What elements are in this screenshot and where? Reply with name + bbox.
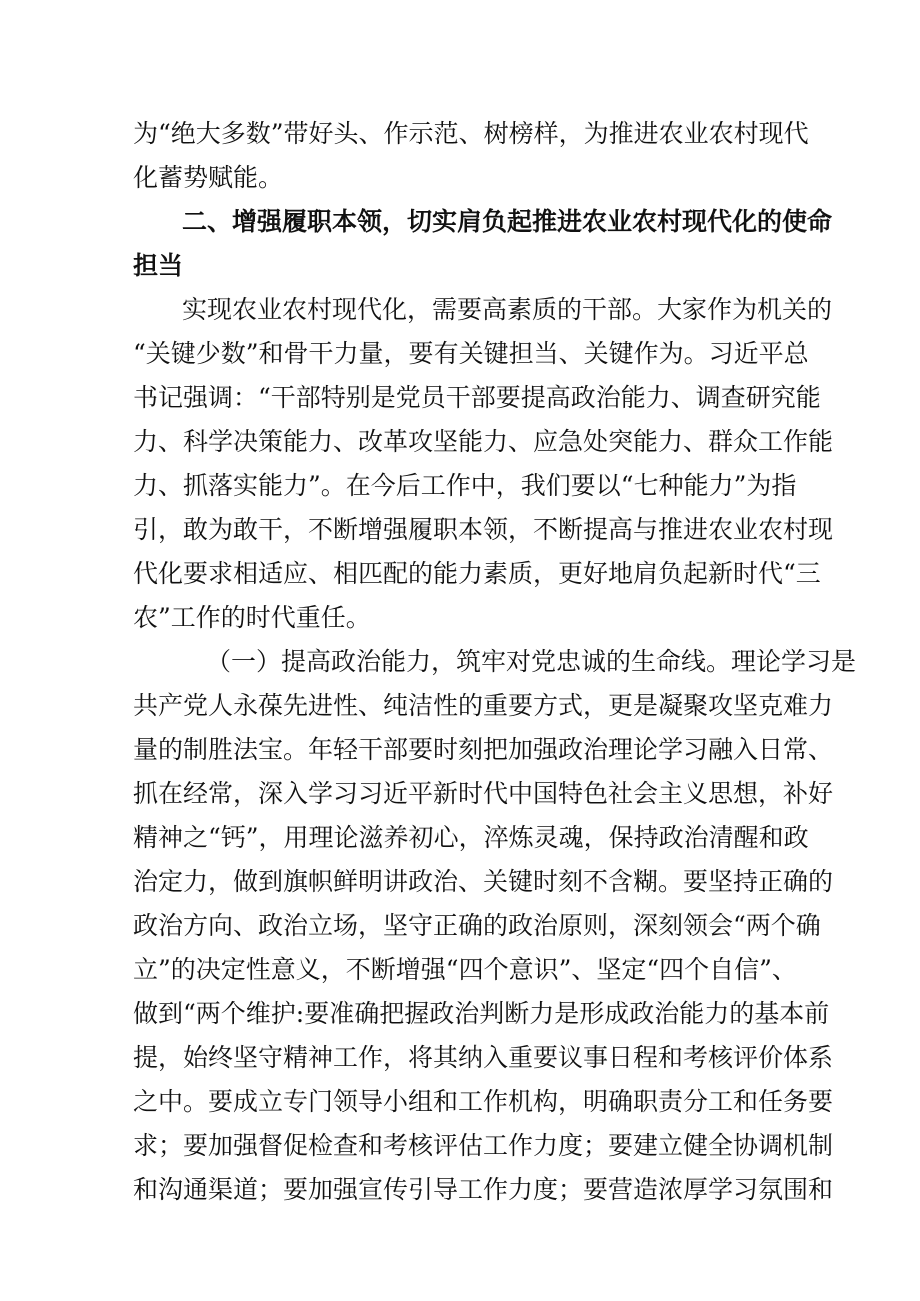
body-text-line: 之中。要成立专门领导小组和工作机构，明确职责分工和任务要 (133, 1087, 834, 1116)
body-text-line: 代化要求相适应、相匹配的能力素质，更好地肩负起新时代“三 (133, 559, 821, 588)
body-text-line: 实现农业农村现代化，需要高素质的干部。大家作为机关的 (182, 295, 833, 324)
body-text-line: 量的制胜法宝。年轻干部要时刻把加强政治理论学习融入日常、 (133, 735, 834, 764)
body-text-line: 书记强调：“干部特别是党员干部要提高政治能力、调查研究能 (133, 383, 821, 412)
body-text-line: 提，始终坚守精神工作，将其纳入重要议事日程和考核评价体系 (133, 1043, 834, 1072)
body-text-line: 立”的决定性意义，不断增强“四个意识”、坚定“四个自信”、 (133, 955, 797, 984)
body-text-line: “关键少数”和骨干力量，要有关键担当、关键作为。习近平总 (133, 339, 809, 368)
body-text-line: 为“绝大多数”带好头、作示范、树榜样，为推进农业农村现代 (133, 119, 809, 148)
body-text-line: 和沟通渠道；要加强宣传引导工作力度；要营造浓厚学习氛围和 (133, 1175, 834, 1204)
body-text-line: （一）提高政治能力，筑牢对党忠诚的生命线。理论学习是 (206, 647, 857, 676)
body-text-line: 引，敢为敢干，不断增强履职本领，不断提高与推进农业农村现 (133, 515, 834, 544)
body-text-line: 农”工作的时代重任。 (133, 603, 371, 632)
body-text-line: 精神之“钙”，用理论滋养初心，淬炼灵魂，保持政治清醒和政 (133, 823, 809, 852)
body-text-line: 化蓄势赋能。 (133, 163, 284, 192)
body-text-line: 力、抓落实能力”。在今后工作中，我们要以“七种能力”为指 (133, 471, 797, 500)
body-text-line: 求；要加强督促检查和考核评估工作力度；要建立健全协调机制 (133, 1131, 834, 1160)
section-heading-cont: 担当 (133, 251, 184, 280)
body-text-line: 力、科学决策能力、改革攻坚能力、应急处突能力、群众工作能 (133, 427, 834, 456)
body-text-line: 做到“两个维护:要准确把握政治判断力是形成政治能力的基本前 (133, 999, 830, 1028)
section-heading: 二、增强履职本领，切实肩负起推进农业农村现代化的使命 (182, 207, 833, 236)
body-text-line: 治定力，做到旗帜鲜明讲政治、关键时刻不含糊。要坚持正确的 (133, 867, 834, 896)
body-text-line: 抓在经常，深入学习习近平新时代中国特色社会主义思想，补好 (133, 779, 834, 808)
body-text-line: 政治方向、政治立场，坚守正确的政治原则，深刻领会“两个确 (133, 911, 821, 940)
body-text-line: 共产党人永葆先进性、纯洁性的重要方式，更是凝聚攻坚克难力 (133, 691, 834, 720)
